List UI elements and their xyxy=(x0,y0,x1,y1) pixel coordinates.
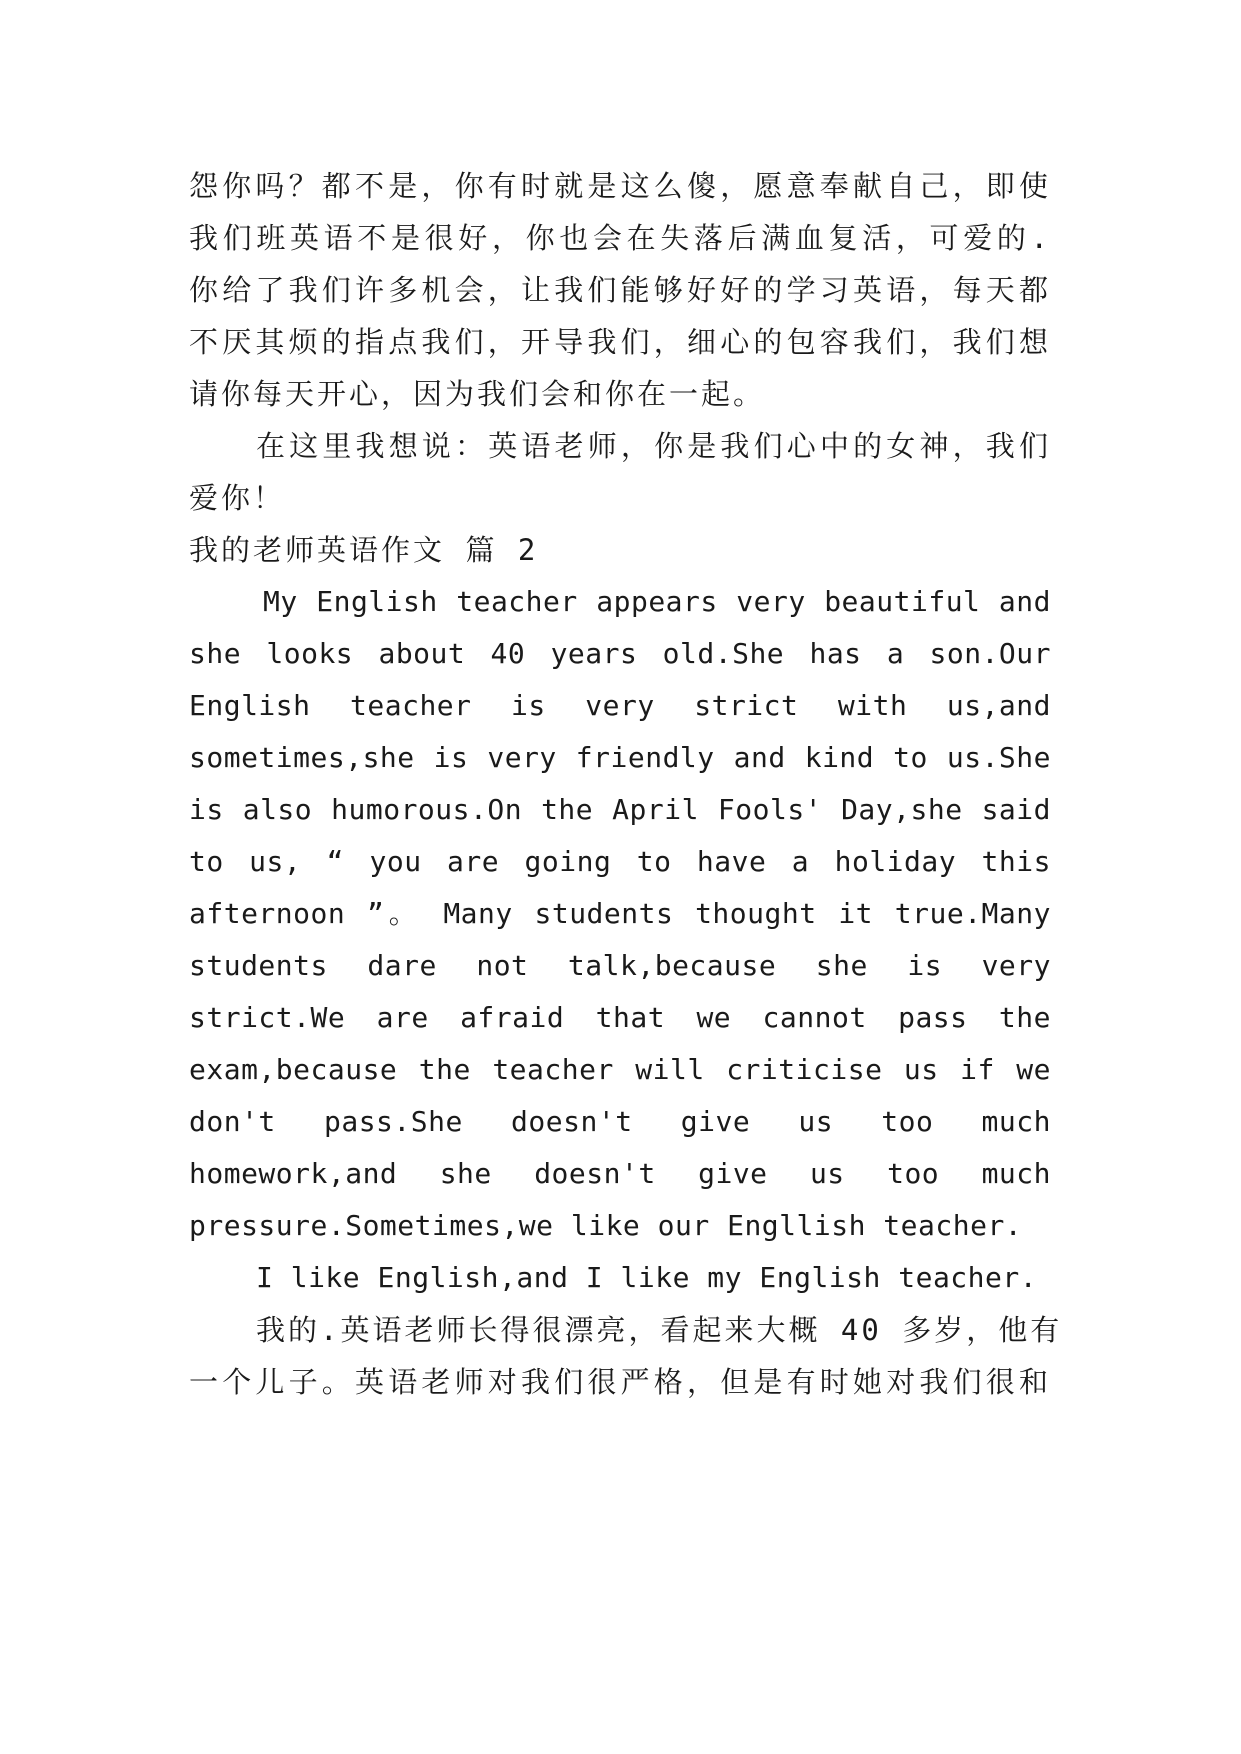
text-line: sometimes,she is very friendly and kind to us.She xyxy=(189,741,1051,774)
text-line: strict.We are afraid that we cannot pass the xyxy=(189,1001,1051,1034)
text-line: 你给了我们许多机会，让我们能够好好的学习英语，每天都 xyxy=(189,273,1051,307)
text-line: exam,because the teacher will criticise us if we xyxy=(189,1053,1051,1086)
text-line: My English teacher appears very beautiful and xyxy=(263,585,1051,618)
text-line: she looks about 40 years old.She has a son.Our xyxy=(189,637,1051,670)
text-line: 爱你！ xyxy=(189,481,286,515)
text-line: homework,and she doesn't give us too much xyxy=(189,1157,1051,1190)
text-line: 我们班英语不是很好，你也会在失落后满血复活，可爱的. xyxy=(189,221,1051,255)
text-line: is also humorous.On the April Fools' Day,she said xyxy=(189,793,1051,826)
text-line: to us, “ you are going to have a holiday this xyxy=(189,845,1051,878)
text-line: afternoon ”。 Many students thought it true.Many xyxy=(189,897,1051,930)
text-line: 在这里我想说：英语老师，你是我们心中的女神，我们 xyxy=(256,429,1051,463)
text-line: pressure.Sometimes,we like our Engllish teacher. xyxy=(189,1209,1023,1242)
text-line: English teacher is very strict with us,and xyxy=(189,689,1051,722)
section-heading: 我的老师英语作文 篇 2 xyxy=(189,533,539,567)
text-line: don't pass.She doesn't give us too much xyxy=(189,1105,1051,1138)
text-line: 请你每天开心，因为我们会和你在一起。 xyxy=(189,377,766,411)
text-line: 不厌其烦的指点我们，开导我们，细心的包容我们，我们想 xyxy=(189,325,1051,359)
text-line: 怨你吗？都不是，你有时就是这么傻，愿意奉献自己，即使 xyxy=(189,169,1051,203)
text-line: 一个儿子。英语老师对我们很严格，但是有时她对我们很和 xyxy=(189,1365,1051,1399)
text-line: students dare not talk,because she is very xyxy=(189,949,1051,982)
text-line: I like English,and I like my English teacher. xyxy=(256,1261,1038,1294)
text-line: 我的.英语老师长得很漂亮，看起来大概 40 多岁，他有 xyxy=(256,1313,1063,1347)
